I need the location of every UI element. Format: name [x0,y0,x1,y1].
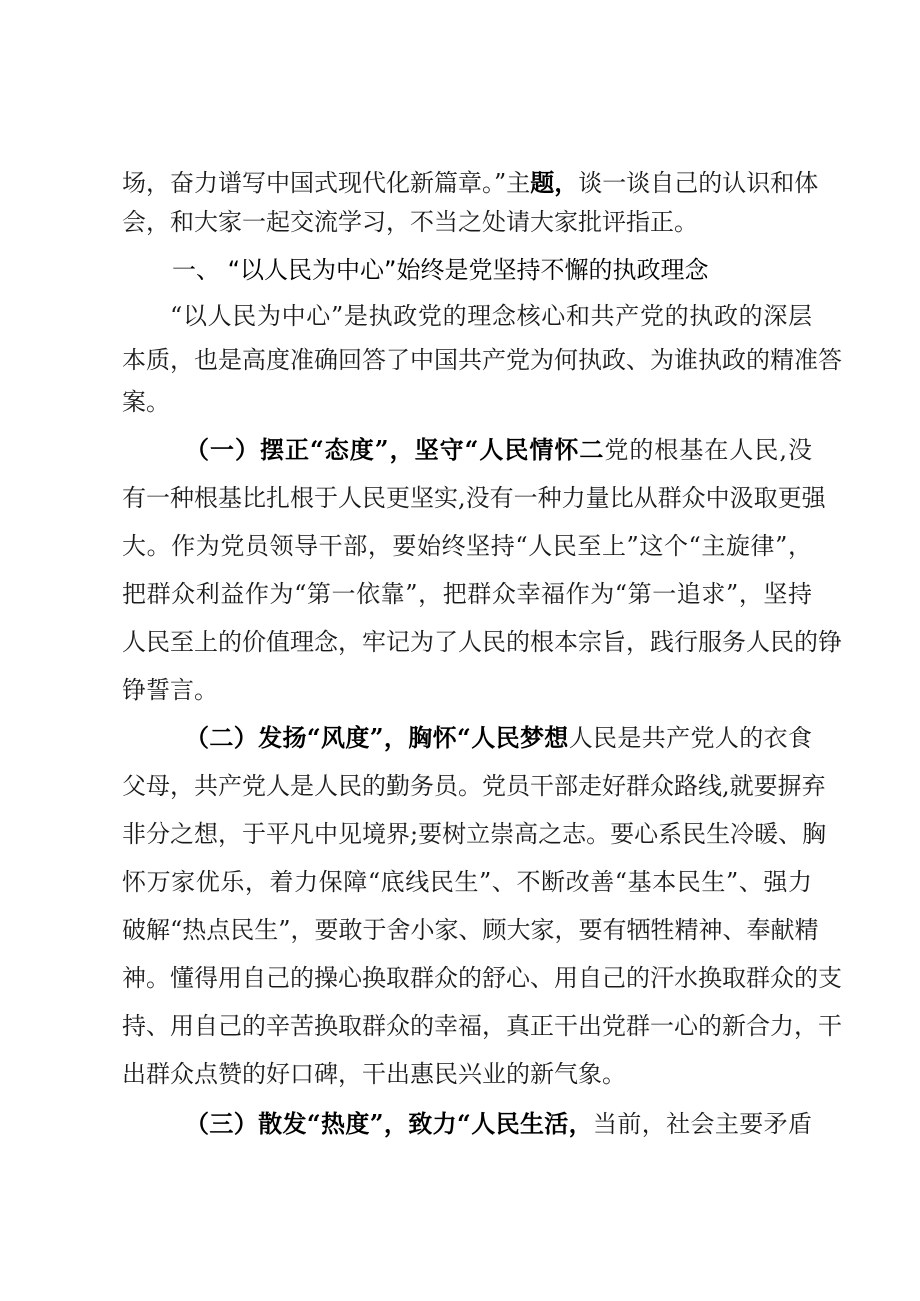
item2-line-2: 父母，共产党人是人民的勤务员。党员干部走好群众路线,就要摒弃 [122,772,826,800]
item2-line-3: 非分之想，于平凡中见境界;要树立崇高之志。要心系民生冷暖、胸 [122,820,827,848]
intro-text-c: 谈一谈自己的认识和体 [578,169,819,197]
item3-title: （三）散发“热度”，致力“人民生活， [185,1109,594,1138]
item1-first-rest: 党的根基在人民,没 [604,436,812,464]
section-para-line-2: 本质，也是高度准确回答了中国共产党为何执政、为谁执政的精准答 [122,346,842,374]
intro-text-a: 场，奋力谱写中国式现代化新篇章。”主 [122,169,531,197]
item1-title: （一）摆正“态度”，坚守“人民情怀二 [185,435,605,464]
intro-text-bold: 题， [530,168,579,197]
section-para-line-3: 案。 [122,388,170,416]
item2-line-8: 出群众点赞的好口碑，干出惠民兴业的新气象。 [122,1060,626,1088]
item2-line-5: 破解“热点民生”，要敢于舍小家、顾大家，要有牺牲精神、奉献精 [122,916,819,944]
section-para-line-1: “以人民为中心”是执政党的理念核心和共产党的执政的深层 [170,302,812,330]
item1-line-1 [185,430,812,470]
item1-line-2: 有一种根基比扎根于人民更坚实,没有一种力量比从群众中汲取更强 [122,484,826,512]
intro-line-2: 会，和大家一起交流学习，不当之处请大家批评指正。 [122,208,698,236]
item2-line-1 [185,718,812,758]
item2-line-4: 怀万家优乐，着力保障“底线民生”、不断改善“基本民生”、强力 [122,868,812,896]
section-heading: 一、 “以人民为中心”始终是党坚持不懈的执政理念 [172,256,709,284]
item3-first-rest: 当前，社会主要矛盾 [593,1110,812,1138]
intro-line-1 [122,163,819,203]
item1-line-5: 人民至上的价值理念，牢记为了人民的根本宗旨，践行服务人民的铮 [122,628,842,656]
item2-first-rest: 人民是共产党人的衣食 [568,724,813,752]
item2-line-6: 神。懂得用自己的操心换取群众的舒心、用自己的汗水换取群众的支 [122,964,842,992]
item1-line-6: 铮誓言。 [122,676,218,704]
item2-title: （二）发扬“风度”，胸怀“人民梦想 [185,723,569,752]
item1-line-4: 把群众利益作为“第一依靠”，把群众幸福作为“第一追求”，坚持 [122,580,812,608]
item2-line-7: 持、用自己的辛苦换取群众的幸福，真正干出党群一心的新合力，干 [122,1012,842,1040]
item1-line-3: 大。作为党员领导干部，要始终坚持“人民至上”这个“主旋律”， [122,532,812,560]
item3-line-1 [185,1104,812,1144]
